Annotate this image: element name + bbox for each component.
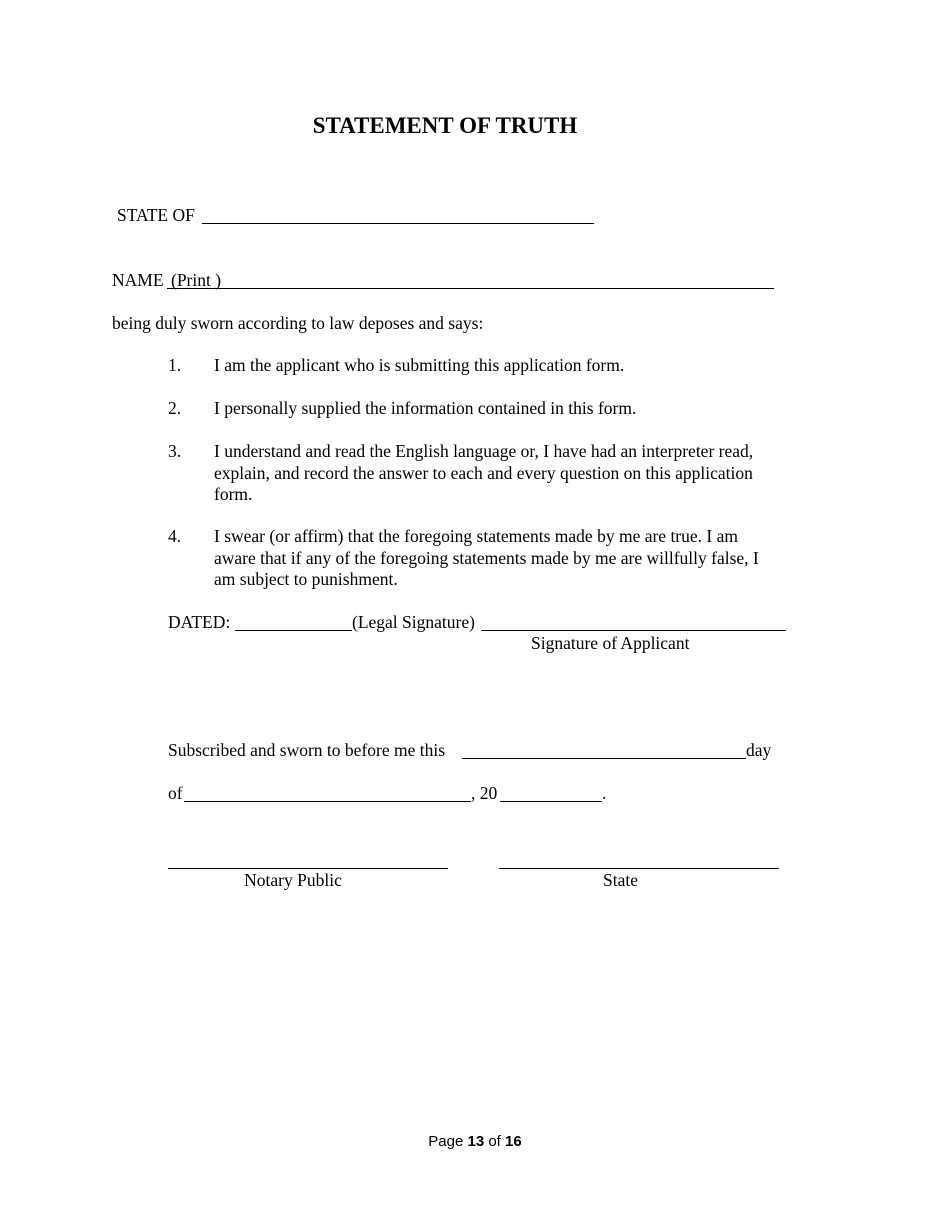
state-signature-line[interactable] — [499, 868, 779, 869]
month-field-line[interactable] — [184, 801, 471, 802]
page-of-word: of — [488, 1133, 501, 1150]
signature-caption: Signature of Applicant — [531, 633, 690, 653]
state-label: STATE OF — [117, 205, 195, 225]
page-total: 16 — [505, 1133, 522, 1150]
year-field-line[interactable] — [500, 801, 602, 802]
page-current: 13 — [467, 1133, 485, 1150]
page-word: Page — [428, 1133, 464, 1150]
dated-label: DATED: — [168, 612, 231, 632]
notary-signature-line[interactable] — [168, 868, 448, 869]
item-text: I am the applicant who is submitting this application form. — [214, 355, 625, 375]
intro-text: being duly sworn according to law deposes and says: — [112, 313, 484, 333]
item-number: 1. — [168, 355, 182, 375]
year-suffix: . — [602, 783, 607, 803]
item-number: 2. — [168, 398, 182, 418]
of-label: of — [168, 783, 183, 803]
name-field-line[interactable] — [167, 288, 774, 289]
notary-caption: Notary Public — [244, 870, 342, 890]
dated-field-line[interactable] — [235, 630, 352, 631]
item-number: 3. — [168, 441, 182, 461]
signature-field-line[interactable] — [481, 630, 786, 631]
state-field-line[interactable] — [202, 223, 594, 224]
year-prefix: , 20 — [471, 783, 498, 803]
item-text: I understand and read the English language or, I have had an interpreter read, explain, and record the answer to each and every question on this application form. — [214, 441, 754, 504]
sworn-day-label: day — [746, 740, 772, 760]
document-title: STATEMENT OF TRUTH — [312, 113, 578, 138]
legal-signature-label: (Legal Signature) — [352, 612, 475, 632]
item-number: 4. — [168, 526, 182, 546]
item-text: I swear (or affirm) that the foregoing statements made by me are true. I am aware that if any of the foregoing statements made by me are willfully false, I am subject to punishment. — [214, 526, 759, 589]
sworn-text: Subscribed and sworn to before me this — [168, 740, 446, 760]
item-text: I personally supplied the information contained in this form. — [214, 398, 637, 418]
page-footer — [0, 1133, 950, 1150]
name-print-hint: (Print ) — [171, 270, 222, 290]
name-label: NAME — [112, 270, 164, 290]
state-caption: State — [603, 870, 638, 890]
sworn-day-field-line[interactable] — [462, 758, 746, 759]
